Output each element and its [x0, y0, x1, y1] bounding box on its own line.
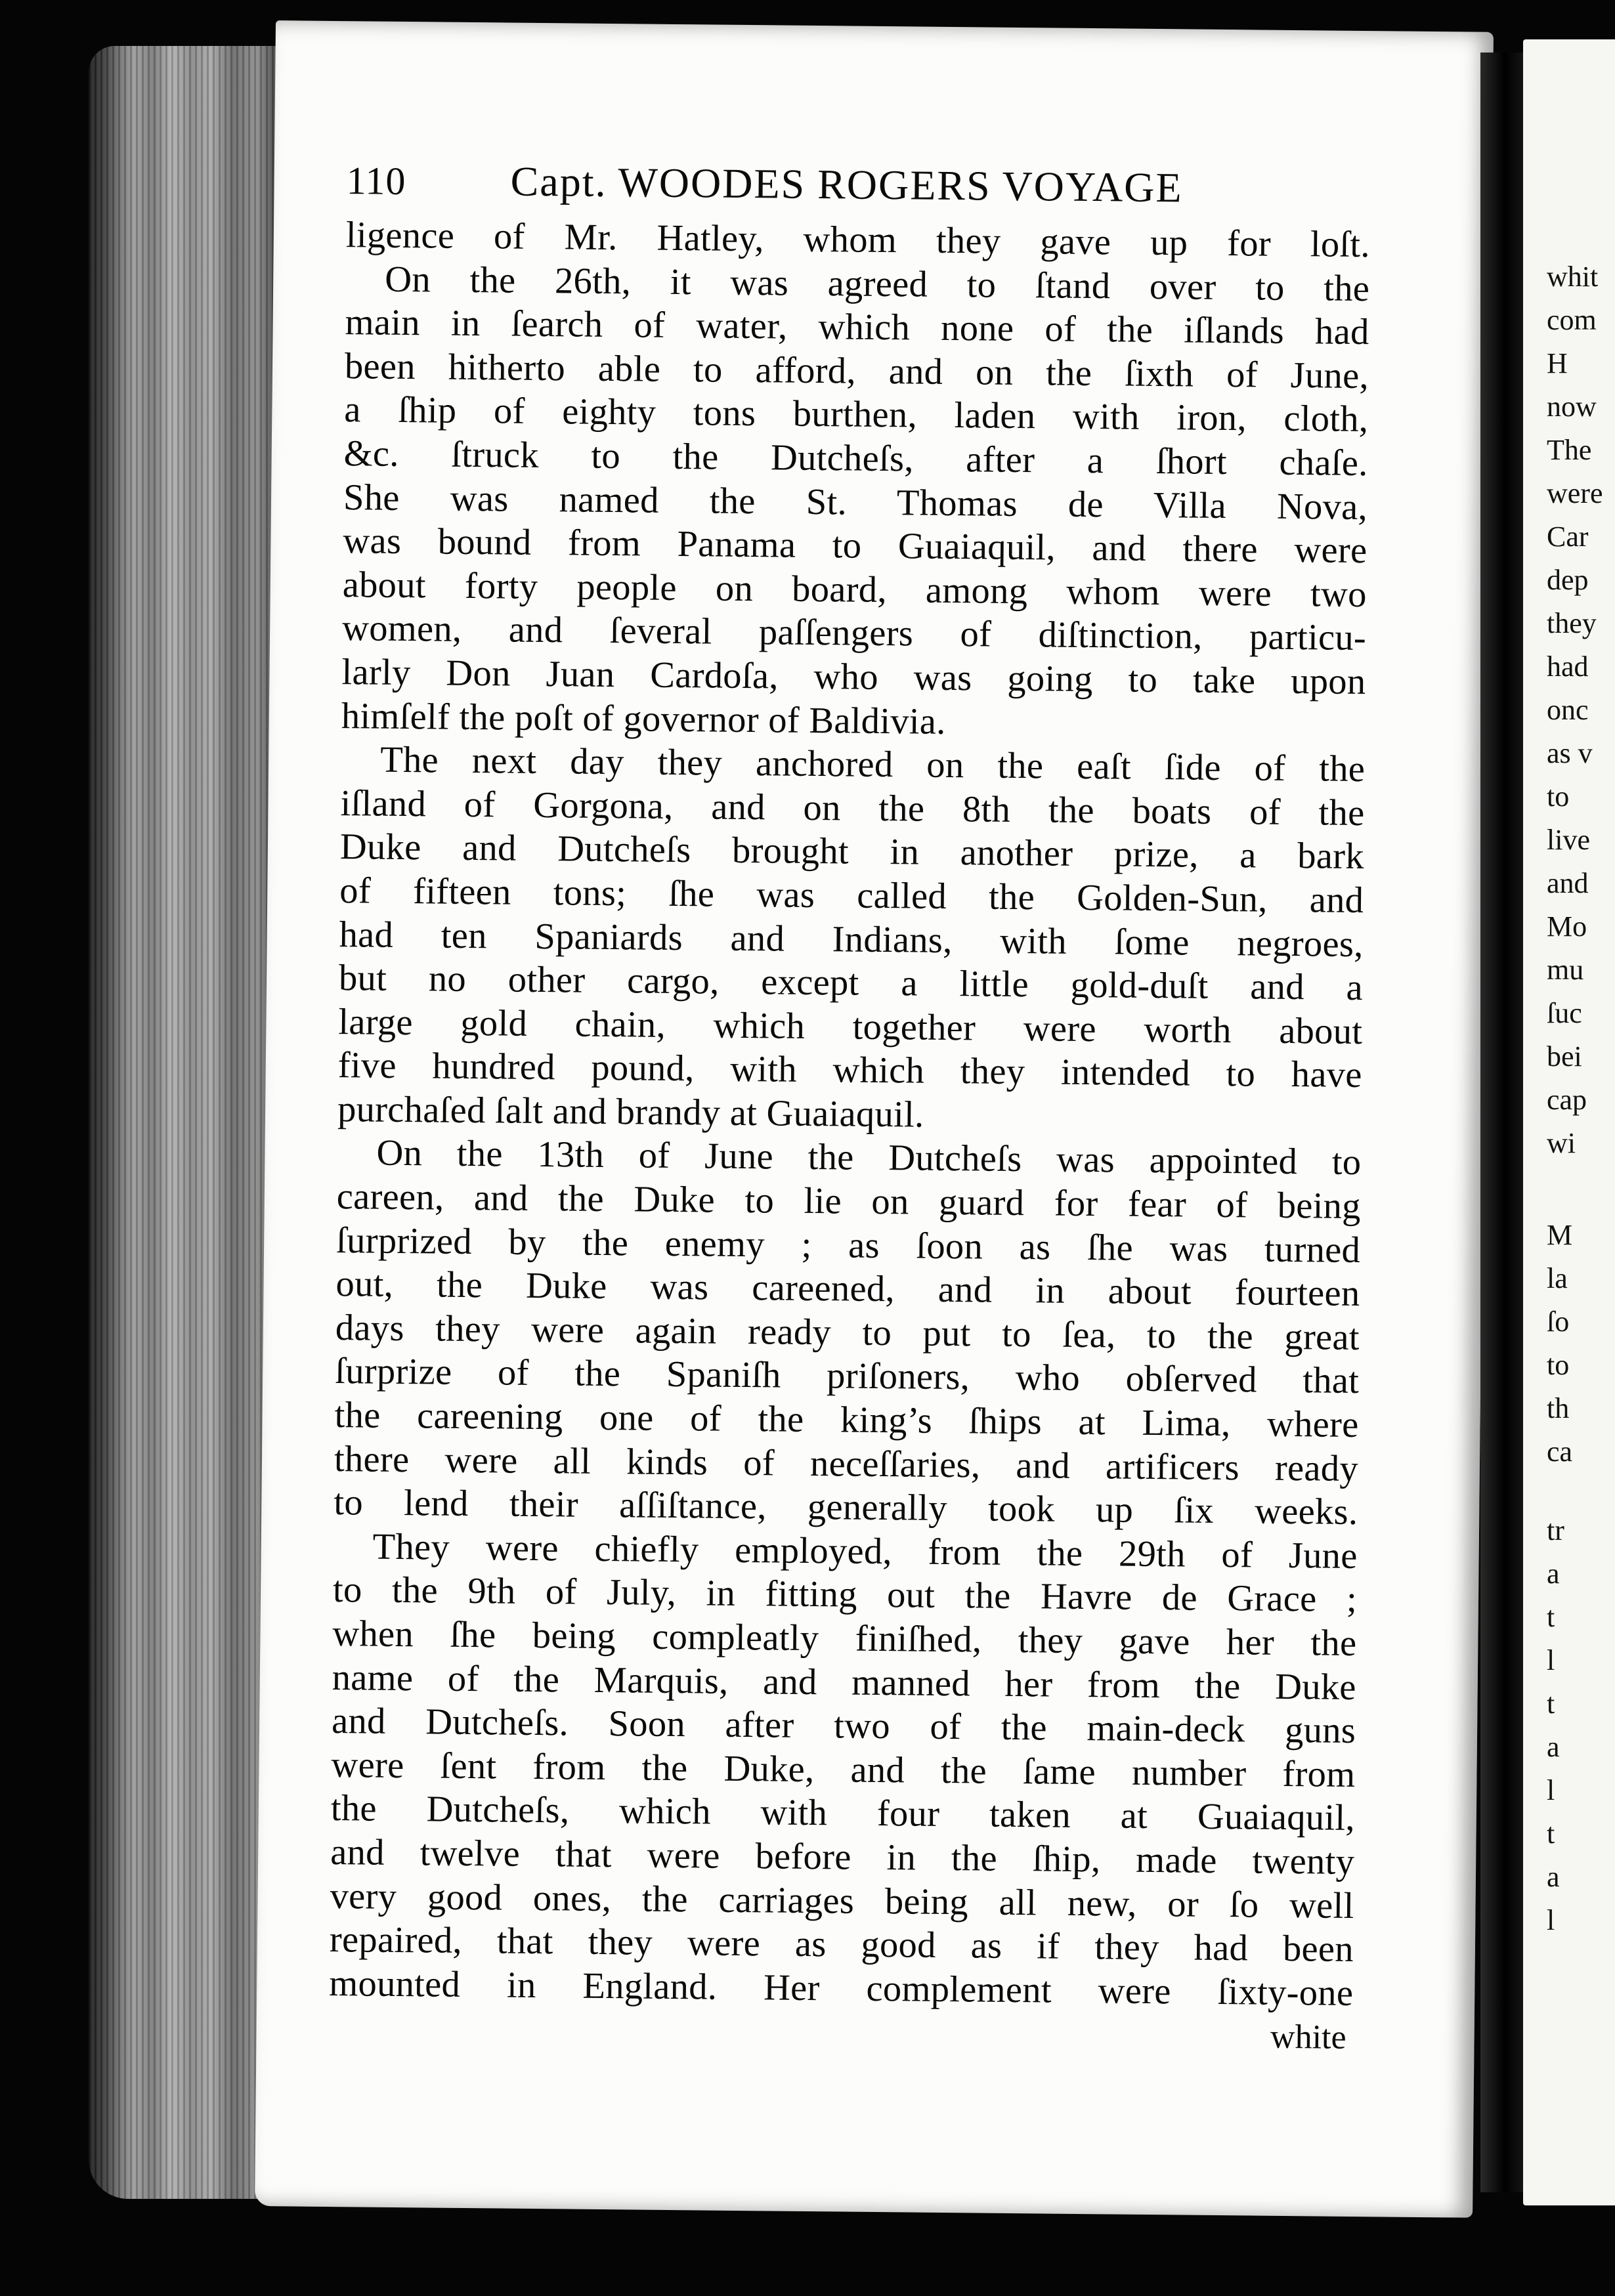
text-line: days they were again ready to put to ſea, to the great: [335, 1307, 1360, 1358]
facing-page-text: a: [1547, 1861, 1560, 1893]
facing-page-text: t: [1547, 1818, 1555, 1850]
facing-page-text: now: [1547, 391, 1597, 423]
text-line: ſurprize of the Spaniſh priſoners, who obſerved that: [334, 1351, 1360, 1402]
text-line: the Dutcheſs, which with four taken at Guaiaquil,: [330, 1788, 1356, 1839]
facing-page-text: onc: [1547, 694, 1589, 726]
catchword: white: [1270, 2018, 1346, 2057]
text-line: five hundred pound, with which they intended to have: [337, 1045, 1362, 1096]
text-line: been hitherto able to afford, and on the ſixth of June,: [344, 345, 1369, 396]
text-line: large gold chain, which together were worth about: [338, 1001, 1363, 1052]
facing-page-text: l: [1547, 1644, 1555, 1676]
text-line: On the 13th of June the Dutcheſs was appointed to: [376, 1133, 1362, 1183]
facing-page-text: la: [1547, 1262, 1568, 1294]
text-line: to the 9th of July, in fitting out the Havre de Grace ;: [332, 1569, 1358, 1621]
text-line: On the 26th, it was agreed to ſtand over to the: [384, 259, 1370, 309]
facing-page-text: ſo: [1547, 1306, 1570, 1338]
text-line: ligence of Mr. Hatley, whom they gave up for loſt.: [345, 215, 1371, 266]
text-line: &c. ſtruck to the Dutcheſs, after a ſhort chaſe.: [343, 433, 1368, 484]
text-line: purchaſed ſalt and brandy at Guaiaquil.: [337, 1088, 924, 1136]
facing-page-text: H: [1547, 347, 1568, 379]
facing-page-text: M: [1547, 1219, 1573, 1251]
page-number: 110: [346, 159, 406, 203]
text-line: had ten Spaniards and Indians, with ſome negroes,: [339, 914, 1364, 965]
body-text: [329, 213, 1370, 2015]
text-line: They were chiefly employed, from the 29th of June: [372, 1526, 1358, 1577]
facing-page-text: t: [1547, 1601, 1555, 1633]
facing-page-text: a: [1547, 1558, 1560, 1590]
facing-page-text: l: [1547, 1774, 1555, 1806]
text-line: himſelf the poſt of governor of Baldivia.: [341, 695, 946, 742]
text-line: and twelve that were before in the ſhip, made twenty: [330, 1831, 1355, 1882]
text-line: larly Don Juan Cardoſa, who was going to take upon: [341, 652, 1366, 703]
facing-page-text: and: [1547, 867, 1589, 899]
text-line: ſurprized by the enemy ; as ſoon as ſhe was turned: [335, 1220, 1361, 1271]
text-line: careen, and the Duke to lie on guard for fear of being: [336, 1176, 1362, 1227]
text-line: iſland of Gorgona, and on the 8th the boats of the: [340, 782, 1365, 834]
text-line: mounted in England. Her complement were ſixty-one: [329, 1963, 1354, 2014]
text-line: were ſent from the Duke, and the ſame number from: [331, 1744, 1356, 1795]
text-line: when ſhe being compleatly finiſhed, they gave her the: [332, 1613, 1357, 1665]
facing-page-text: had: [1547, 650, 1589, 683]
facing-page-text: Car: [1547, 521, 1589, 553]
text-line: the careening one of the king’s ſhips at Lima, where: [334, 1395, 1359, 1446]
gutter-shadow: [1480, 53, 1530, 2192]
text-line: repaired, that they were as good as if they had been: [329, 1919, 1354, 1970]
facing-page-text: wi: [1547, 1127, 1576, 1159]
running-head: [346, 156, 1371, 218]
text-line: and Dutcheſs. Soon after two of the main-deck guns: [331, 1701, 1356, 1752]
facing-page-text: cap: [1547, 1084, 1587, 1116]
text-line: of fifteen tons; ſhe was called the Golden-Sun, and: [339, 870, 1364, 921]
text-line: about forty people on board, among whom were two: [342, 564, 1367, 615]
running-head-title: Capt. WOODES ROGERS VOYAGE: [510, 158, 1183, 211]
facing-page-text: ca: [1547, 1435, 1573, 1468]
facing-page-text: bei: [1547, 1040, 1582, 1073]
facing-page-text: Mo: [1547, 910, 1587, 943]
facing-page-text: live: [1547, 824, 1590, 856]
facing-page-text: dep: [1547, 564, 1589, 596]
facing-page-text: The: [1547, 434, 1592, 466]
facing-page-text: they: [1547, 607, 1597, 639]
text-line: women, and ſeveral paſſengers of diſtinction, particu-: [341, 608, 1367, 659]
text-line: She was named the St. Thomas de Villa Nova,: [343, 477, 1368, 528]
text-line: to lend their aſſiſtance, generally took up ſix weeks.: [334, 1482, 1358, 1533]
text-line: was bound from Panama to Guaiaquil, and there were: [343, 521, 1367, 572]
text-block: [328, 156, 1371, 2061]
facing-page-text: were: [1547, 477, 1603, 509]
facing-page-text: to: [1547, 1349, 1570, 1381]
facing-page-fragment: [1523, 39, 1615, 2205]
facing-page-text: t: [1547, 1688, 1555, 1720]
facing-page-text: tr: [1547, 1514, 1564, 1546]
text-line: a ſhip of eighty tons burthen, laden with iron, cloth,: [344, 389, 1369, 440]
facing-page-text: as v: [1547, 737, 1593, 769]
facing-page-text: th: [1547, 1392, 1570, 1424]
facing-page-text: to: [1547, 780, 1570, 813]
text-line: The next day they anchored on the eaſt ſide of the: [379, 739, 1366, 790]
facing-page-text: l: [1547, 1904, 1555, 1936]
facing-page-text: ſuc: [1547, 997, 1582, 1029]
facing-page-text: mu: [1547, 954, 1584, 986]
text-line: Duke and Dutcheſs brought in another prize, a bark: [339, 826, 1365, 878]
book-page: [255, 20, 1494, 2218]
text-line: name of the Marquis, and manned her from the Duke: [332, 1657, 1357, 1708]
text-line: out, the Duke was careened, and in about fourteen: [335, 1264, 1360, 1315]
text-line: main in ſearch of water, which none of the iſlands had: [345, 302, 1369, 353]
book-fore-edge: [89, 46, 279, 2199]
facing-page-text: a: [1547, 1731, 1560, 1763]
text-line: very good ones, the carriages being all new, or ſo well: [330, 1875, 1354, 1926]
facing-page-text: whit: [1547, 261, 1599, 293]
text-line: but no other cargo, except a little gold-duſt and a: [338, 958, 1364, 1009]
text-line: there were all kinds of neceſſaries, and artificers ready: [334, 1438, 1359, 1489]
facing-page-text: com: [1547, 304, 1597, 336]
